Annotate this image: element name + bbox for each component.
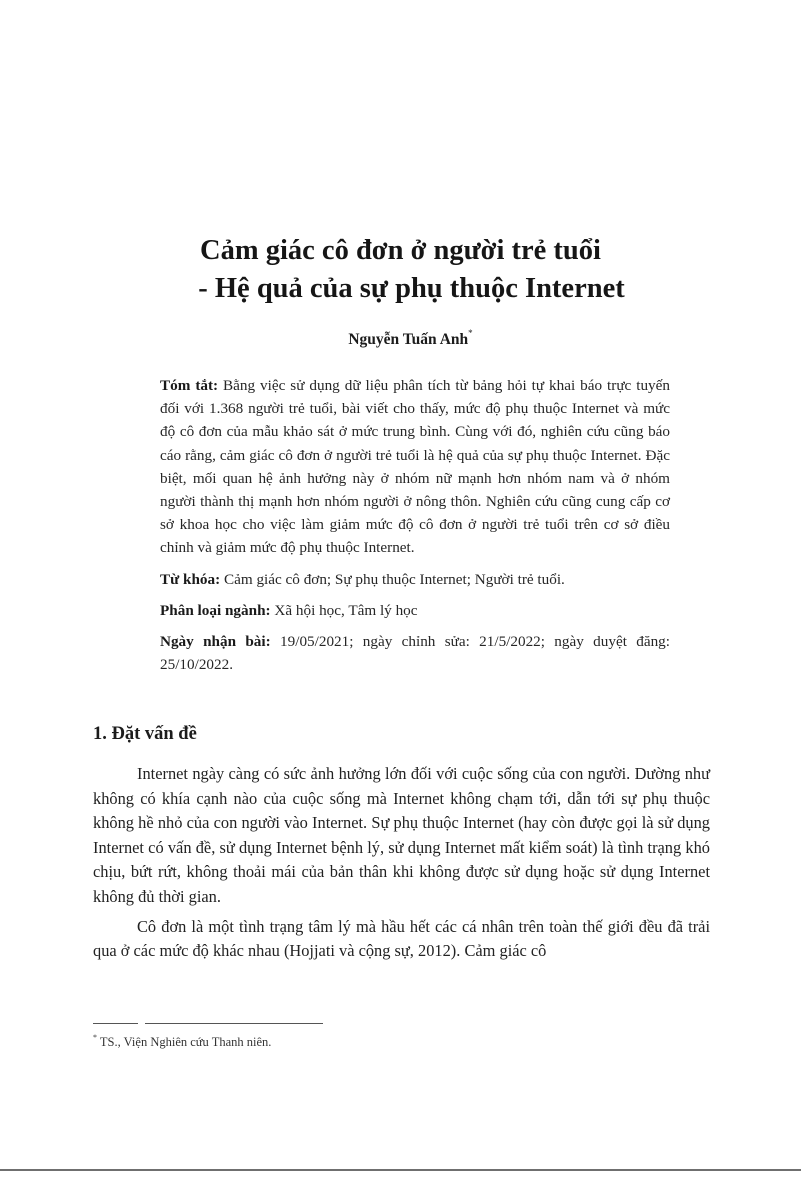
author-name: Nguyễn Tuấn Anh: [348, 331, 469, 349]
footnote-text: TS., Viện Nghiên cứu Thanh niên.: [99, 1035, 272, 1050]
abstract-text: Bằng việc sử dụng dữ liệu phân tích từ bảng hỏi tự khai báo trực tuyến đối với 1.368 người trẻ tuổi, bài viết cho thấy, mức độ phụ thuộc Internet và mức độ cô đơn của mẫu khảo sát ở mức trung bình. Cùng với đó, nghiên cứu cũng báo cáo rằng, cảm giác cô đơn ở người trẻ tuổi là hệ quả của sự phụ thuộc Internet. Đặc biệt, mối quan hệ ảnh hưởng này ở nhóm nữ mạnh hơn nhóm nam và ở nhóm người thành thị mạnh hơn nhóm người ở nông thôn. Nghiên cứu cũng cung cấp cơ sở khoa học cho việc làm giảm mức độ cô đơn ở người trẻ tuổi trên cơ sở điều chỉnh và giảm mức độ phụ thuộc Internet.: [160, 377, 670, 557]
keywords-text: Cảm giác cô đơn; Sự phụ thuộc Internet; Người trẻ tuổi.: [223, 570, 565, 588]
body-paragraph: Cô đơn là một tình trạng tâm lý mà hầu hết các cá nhân trên toàn thế giới đều đã trải qua ở các mức độ khác nhau (Hojjati và cộng sự, 2012). Cảm giác cô: [93, 916, 710, 961]
classification-label: Phân loại ngành:: [160, 601, 271, 619]
keywords-line: [160, 568, 670, 591]
abstract-paragraph: [160, 374, 670, 560]
classification-text: Xã hội học, Tâm lý học: [274, 601, 418, 619]
title-line-1: Cảm giác cô đơn ở người trẻ tuổi: [200, 235, 601, 267]
dates-line: [160, 630, 670, 676]
classification-line: [160, 599, 670, 622]
title-line-2: - Hệ quả của sự phụ thuộc Internet: [198, 273, 625, 305]
page-bottom-rule: [0, 1169, 801, 1171]
article-title: [0, 232, 801, 308]
dates-text: 19/05/2021; ngày chỉnh sửa: 21/5/2022; ngày duyệt đăng: 25/10/2022.: [160, 633, 670, 674]
section-heading: 1. Đặt vấn đề: [93, 724, 197, 744]
author-footnote-mark: *: [468, 328, 473, 338]
footnote: [93, 1034, 271, 1050]
section-body: [93, 762, 710, 969]
dates-label: Ngày nhận bài:: [160, 633, 271, 651]
keywords-label: Từ khóa:: [160, 570, 221, 588]
footnote-divider: [93, 1023, 323, 1024]
body-paragraph: Internet ngày càng có sức ảnh hưởng lớn đối với cuộc sống của con người. Dường như không có khía cạnh nào của cuộc sống mà Internet không chạm tới, dẫn tới sự phụ thuộc không hề nhỏ của con người vào Internet. Sự phụ thuộc Internet (hay còn được gọi là sử dụng Internet có vấn đề, sử dụng Internet bệnh lý, sử dụng Internet mất kiểm soát) là tình trạng khó chịu, bứt rứt, không thoải mái của bản thân khi không được sử dụng hoặc sử dụng Internet không đủ thời gian.: [93, 764, 710, 906]
abstract-block: [160, 374, 670, 676]
author-line: [20, 330, 801, 349]
abstract-label: Tóm tắt:: [160, 377, 219, 394]
footnote-mark: *: [93, 1033, 97, 1042]
